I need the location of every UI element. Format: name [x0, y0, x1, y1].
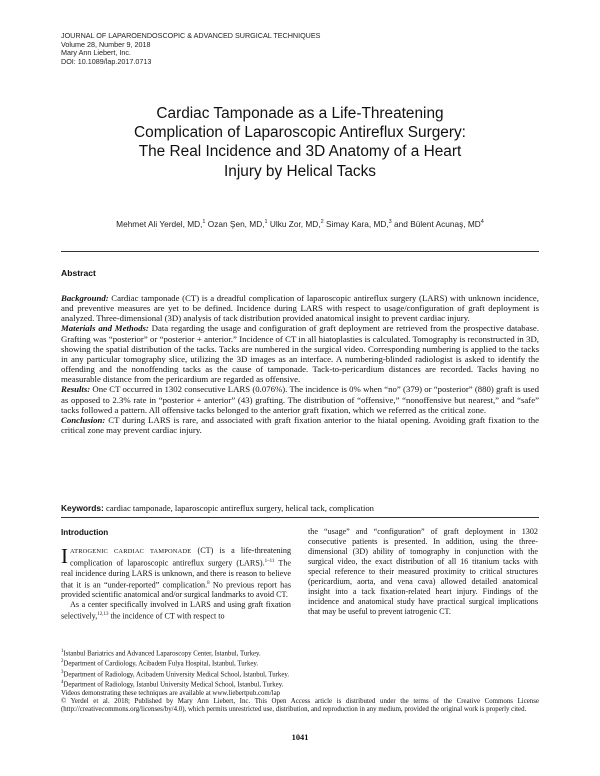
- keywords-label: Keywords:: [61, 503, 104, 513]
- footnote: $^3$Department of Radiology, Acibadem University Medical School, Istanbul, Turkey.: [61, 669, 290, 679]
- author-name: Mehmet Ali Yerdel, MD,: [116, 219, 203, 229]
- conclusion-label: Conclusion:: [61, 414, 106, 425]
- abstract-background: Background: Cardiac tamponade (CT) is a dreadful complication of laparoscopic antireflux surgery (LARS) with unknown incidence, and preventive measures are yet to be defined. Incidence during LARS with respect to usage/configuration of graft deployment is analyzed. Three-dimensional (3D) analysis of tack distribution provided anatomical insight to prevent cardiac injury.: [61, 293, 539, 324]
- results-label: Results:: [61, 384, 91, 395]
- author-affiliation: 1: [202, 219, 206, 226]
- journal-header: [61, 32, 320, 66]
- title-line: Complication of Laparoscopic Antireflux Surgery:: [134, 124, 466, 142]
- videos-note: Videos demonstrating these techniques are available at www.liebertpub.com/lap: [61, 689, 281, 697]
- abstract-results: Results: One CT occurred in 1302 consecutive LARS (0.076%). The incidence is 0% when “no” (379) or “posterior” (880) graft is used as opposed to 2.3% rate in “posterior + anterior” (43) grafting. The distribution of “offensive,” “nonoffensive but nearest,” and “safe” tacks followed a pattern. All offensive tacks belonged to the anterior graft fixation, which we referred as the critical zone.: [61, 384, 539, 415]
- title-line: The Real Incidence and 3D Anatomy of a Heart: [138, 143, 462, 161]
- page-number: 1041: [291, 733, 309, 742]
- footnotes: [61, 648, 539, 698]
- intro-paragraph: As a center specifically involved in LARS and using graft fixation selectively,$^{12,13}$ the incidence of CT with respect to: [61, 600, 291, 621]
- keywords: [61, 503, 539, 513]
- abstract-methods: Materials and Methods: Data regarding the usage and configuration of graft deployment are retrieved from the prospective database. Grafting was “posterior” or “posterior + anterior.” Incidence of CT in all hiatoplasties is calculated. Tomography is reconstructed in 3D, showing the spatial distribution of the tacks. Tacks are numbered in the surgical video. Corresponding numbering is applied to the tacks in any particular tomography slice, utilizing the 3D images as an interface. A numbering-blinded radiologist is asked to identify the offending and the nonoffending tacks as the cause of tamponade. Tack-to-pericardium distances are recorded. Tacks having no measurable distance from the pericardium are regarded as offensive.: [61, 323, 540, 385]
- abstract-conclusion: Conclusion: CT during LARS is rare, and associated with graft fixation anterior to the hiatal opening. Avoiding graft fixation to the critical zone may prevent cardiac injury.: [61, 414, 539, 436]
- footnote: $^1$Istanbul Bariatrics and Advanced Laparoscopy Center, Istanbul, Turkey.: [61, 649, 261, 658]
- author-name: Ulku Zor, MD,: [269, 219, 321, 229]
- journal-doi: DOI: 10.1089/lap.2017.0713: [61, 56, 152, 66]
- article-title: [60, 104, 540, 181]
- author-affiliation: 4: [480, 219, 484, 226]
- keywords-text: cardiac tamponade, laparoscopic antireflux surgery, helical tack, complication: [103, 503, 374, 513]
- author-affiliation: 2: [320, 219, 324, 226]
- footnote: $^2$Department of Cardiology, Acibadem Fulya Hospital, Istanbul, Turkey.: [61, 659, 259, 668]
- author-affiliation: 3: [388, 219, 392, 226]
- journal-name: JOURNAL OF LAPAROENDOSCOPIC & ADVANCED SURGICAL TECHNIQUES: [61, 31, 321, 40]
- abstract-bottom-rule: [61, 517, 539, 518]
- drop-cap: I: [61, 544, 68, 568]
- author-list: [60, 219, 540, 229]
- background-label: Background:: [61, 293, 109, 303]
- intro-paragraph: IATROGENIC CARDIAC TAMPONADE (CT) is a life-threatening complication of laparoscopic antireflux surgery (LARS).$^{1-11}$ The real incidence during LARS is unknown, and there is reason to believe that it is an “under-reported” complication.$^8$ No previous report has provided scientific anatomical and/or surgical landmarks to avoid CT.: [61, 544, 292, 600]
- abstract-top-rule: [61, 251, 539, 252]
- intro-smallcaps: ATROGENIC CARDIAC TAMPONADE: [70, 548, 192, 555]
- abstract-heading: Abstract: [61, 268, 96, 278]
- intro-right-column: [308, 527, 538, 617]
- author-affiliation: 1: [264, 219, 268, 226]
- journal-publisher: Mary Ann Liebert, Inc.: [61, 48, 131, 58]
- author-name: and Bülent Acunaş, MD: [394, 219, 481, 229]
- author-name: Ozan Şen, MD,: [207, 219, 265, 229]
- title-line: Cardiac Tamponade as a Life-Threatening: [156, 105, 444, 122]
- journal-volume: Volume 28, Number 9, 2018: [61, 39, 151, 49]
- title-line: Injury by Helical Tacks: [224, 162, 376, 180]
- license-text: © Yerdel et al. 2018; Published by Mary Ann Liebert, Inc. This Open Access article is distributed under the terms of the Creative Commons License (http://creativecommons.org/licenses/by/4.0), which permits unrestricted use, distribution, and reproduction in any medium, provided the original work is properly cited.: [61, 698, 539, 714]
- author-name: Simay Kara, MD,: [325, 219, 389, 229]
- methods-label: Materials and Methods:: [61, 323, 149, 334]
- introduction-heading: Introduction: [61, 528, 109, 537]
- abstract-body: [61, 293, 539, 435]
- footnote: $^4$Department of Radiology, Istanbul University Medical School, Istanbul, Turkey.: [61, 680, 284, 689]
- intro-left-column: [61, 546, 291, 622]
- intro-paragraph: the “usage” and “configuration” of graft deployment in 1302 consecutive patients is presented. In addition, using the three-dimensional (3D) ability of tomography in conjunction with the surgical video, the exact distribution of all 16 titanium tacks with special reference to their measured proximity to critical structures (pericardium, aorta, and vena cava) allowed detailed anatomical insight into a tack fixation-related heart injury. Findings of the incidence and anatomical study have practical surgical implications that may be useful to prevent iatrogenic CT.: [308, 527, 538, 616]
